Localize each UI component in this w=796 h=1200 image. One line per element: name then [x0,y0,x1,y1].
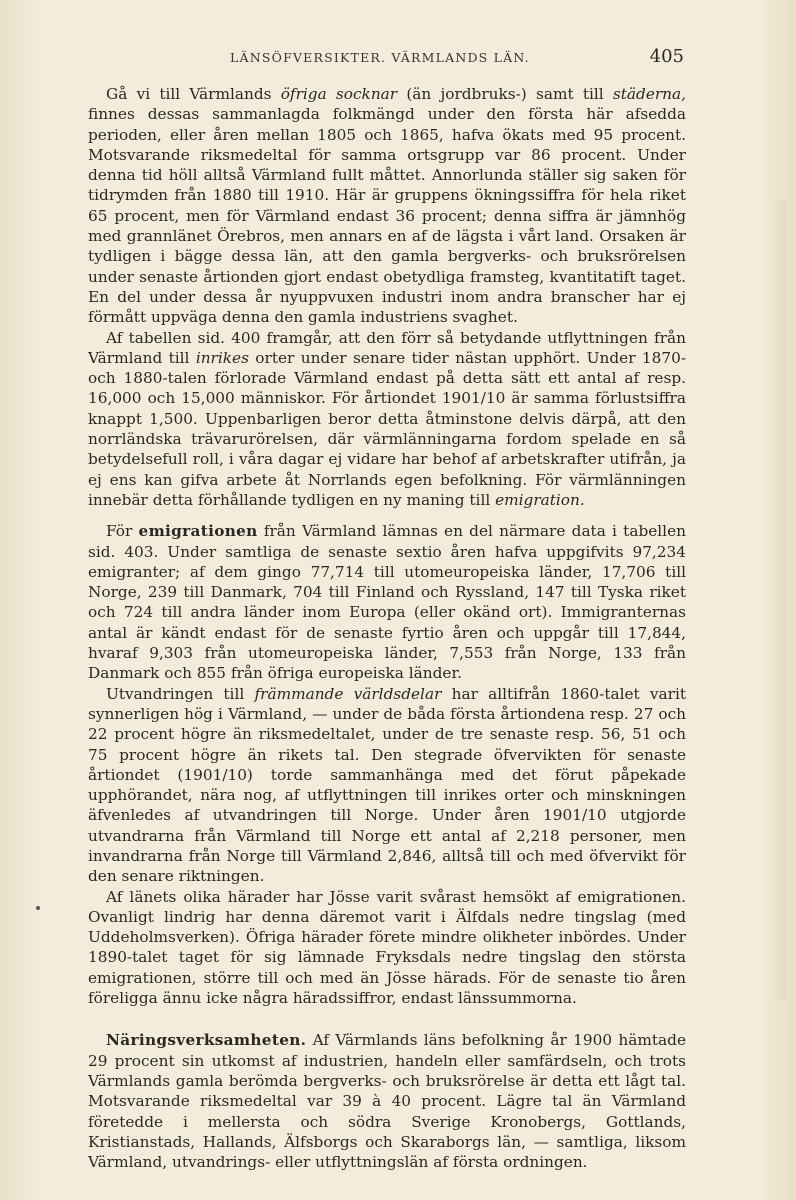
italic-run: städerna, [612,85,687,103]
paragraph [88,684,686,887]
text-run: från Värmland lämnas en del närmare data i tabellen sid. 403. Under samtliga de senaste sextio åren hafva uppgifvits 97,234 emigranter; af dem gingo 77,714 till utomeuropeiska länder, 17,706 till Norge, 239 till Danmark, 704 till Finland och Ryssland, 147 till Tyska riket och 724 till andra länder inom Europa (eller okänd ort). Immigranternas antal är kändt endast för de senaste fyrtio åren och uppgår till 17,844, hvaraf 9,303 från utomeuropeiska länder, 7,553 från Norge, 133 från Danmark och 855 från öfriga europeiska länder. [88,522,686,683]
italic-run: emigration. [495,490,585,509]
text-run: orter under senare tider nästan upphört. Under 1870- och 1880-talen förlorade Värmland endast på detta sätt ett antal af resp. 16,000 och 15,000 människor. För årtiondet 1901/10 är samma förlustsiffra knappt 1,500. Uppenbarligen beror detta åtminstone delvis därpå, att den norrländska trävarurörelsen, där värmlänningarna fordom spelade en så betydelsefull roll, i våra dagar ej vidare har behof af arbetskrafter utifrån, ja ej ens kan gifva arbete åt Norrlands egen befolkning. För värmlänningen innebär detta förhållande tydligen en ny maning till [88,348,686,509]
italic-run: inrikes [195,348,249,367]
text-run: Af Värmlands läns befolkning år 1900 hämtade 29 procent sin utkomst af industrien, handeln eller samfärdseln, och trots Värmlands gamla berömda bergverks- och bruksrörelse är detta ett lågt tal. Motsvarande riksmedeltal var 39 à 40 procent. Lägre tal än Värmland företedde i mellersta och södra Sverige Kronobergs, Gottlands, Kristianstads, Hallands, Älfsborgs och Skaraborgs län, — samtliga, liksom Värmland, utvandrings- eller utflyttningslän af första ordningen. [88,1031,686,1172]
page-header [88,46,686,70]
body-text [88,84,686,1172]
text-run: Af länets olika härader har Jösse varit svårast hemsökt af emigrationen. Ovanligt lindrig har denna däremot varit i Älfdals nedre tingslag (med Uddeholmsverken). Öfriga härader förete mindre olikheter inbördes. Under 1890-talet taget för sig lämnade Fryksdals nedre tingslag den största emigrationen, större till och med än Jösse härads. För de senaste tio åren föreligga ännu icke några häradssiffror, endast länssummorna. [88,887,686,1008]
paragraph [88,328,686,511]
text-run: Af tabellen sid. 400 framgår, att den förr så betydande utflyttningen från Värmland till [88,328,686,367]
text-run: Gå vi till Värmlands [106,85,281,103]
paragraph [88,887,686,1009]
italic-run: främmande världsdelar [254,684,442,703]
text-run: Utvandringen till [106,684,255,703]
running-head: LÄNSÖFVERSIKTER. VÄRMLANDS LÄN. [230,50,530,65]
paragraph [88,1030,686,1172]
page-number: 405 [649,46,684,67]
text-run: (än jordbruks-) samt till [397,85,613,103]
paragraph [88,521,686,683]
text-run: finnes dessas sammanlagda folkmängd under den första här afsedda perioden, eller åren mellan 1805 och 1865, hafva ökats med 95 procent. Motsvarande riksmedeltal för samma ortsgrupp var 86 procent. Under denna tid höll alltså Värmland fullt måttet. Annorlunda ställer sig saken för tidrymden från 1880 till 1910. Här är gruppens ökningssiffra för hela riket 65 procent, men för Värmland endast 36 procent; denna siffra är jämnhög med grannlänet Örebros, men annars en af de lägsta i vårt land. Orsaken är tydligen i bägge dessa län, att den gamla bergverks- och bruksrörelsen under senaste årtionden gjort endast obetydliga framsteg, kvantitatift taget. En del under dessa år nyuppvuxen industri inom andra branscher har ej förmått uppväga denna den gamla industriens svaghet. [88,105,686,327]
section-heading: Näringsverksamheten. [106,1031,307,1050]
text-run: För [106,522,139,541]
italic-run: öfriga socknar [280,85,398,103]
bold-run: emigrationen [138,522,258,541]
paragraph [88,84,686,328]
page-edge-shadow [772,200,786,1000]
margin-mark [36,906,40,910]
text-run: har alltifrån 1860-talet varit synnerligen hög i Värmland, — under de båda första årtiondena resp. 27 och 22 procent högre än riksmedeltalet, under de tre senaste resp. 56, 51 och 75 procent högre än rikets tal. Den stegrade öfvervikten för senaste årtiondet (1901/10) torde sammanhänga med det förut påpekade upphörandet, nära nog, af utflyttningen till inrikes orter och minskningen äfvenledes af utvandringen till Norge. Under åren 1901/10 utgjorde utvandrarna från Värmland till Norge ett antal af 2,218 personer, men invandrarna från Norge till Värmland 2,846, alltså till och med öfvervikt för den senare riktningen. [88,684,687,886]
